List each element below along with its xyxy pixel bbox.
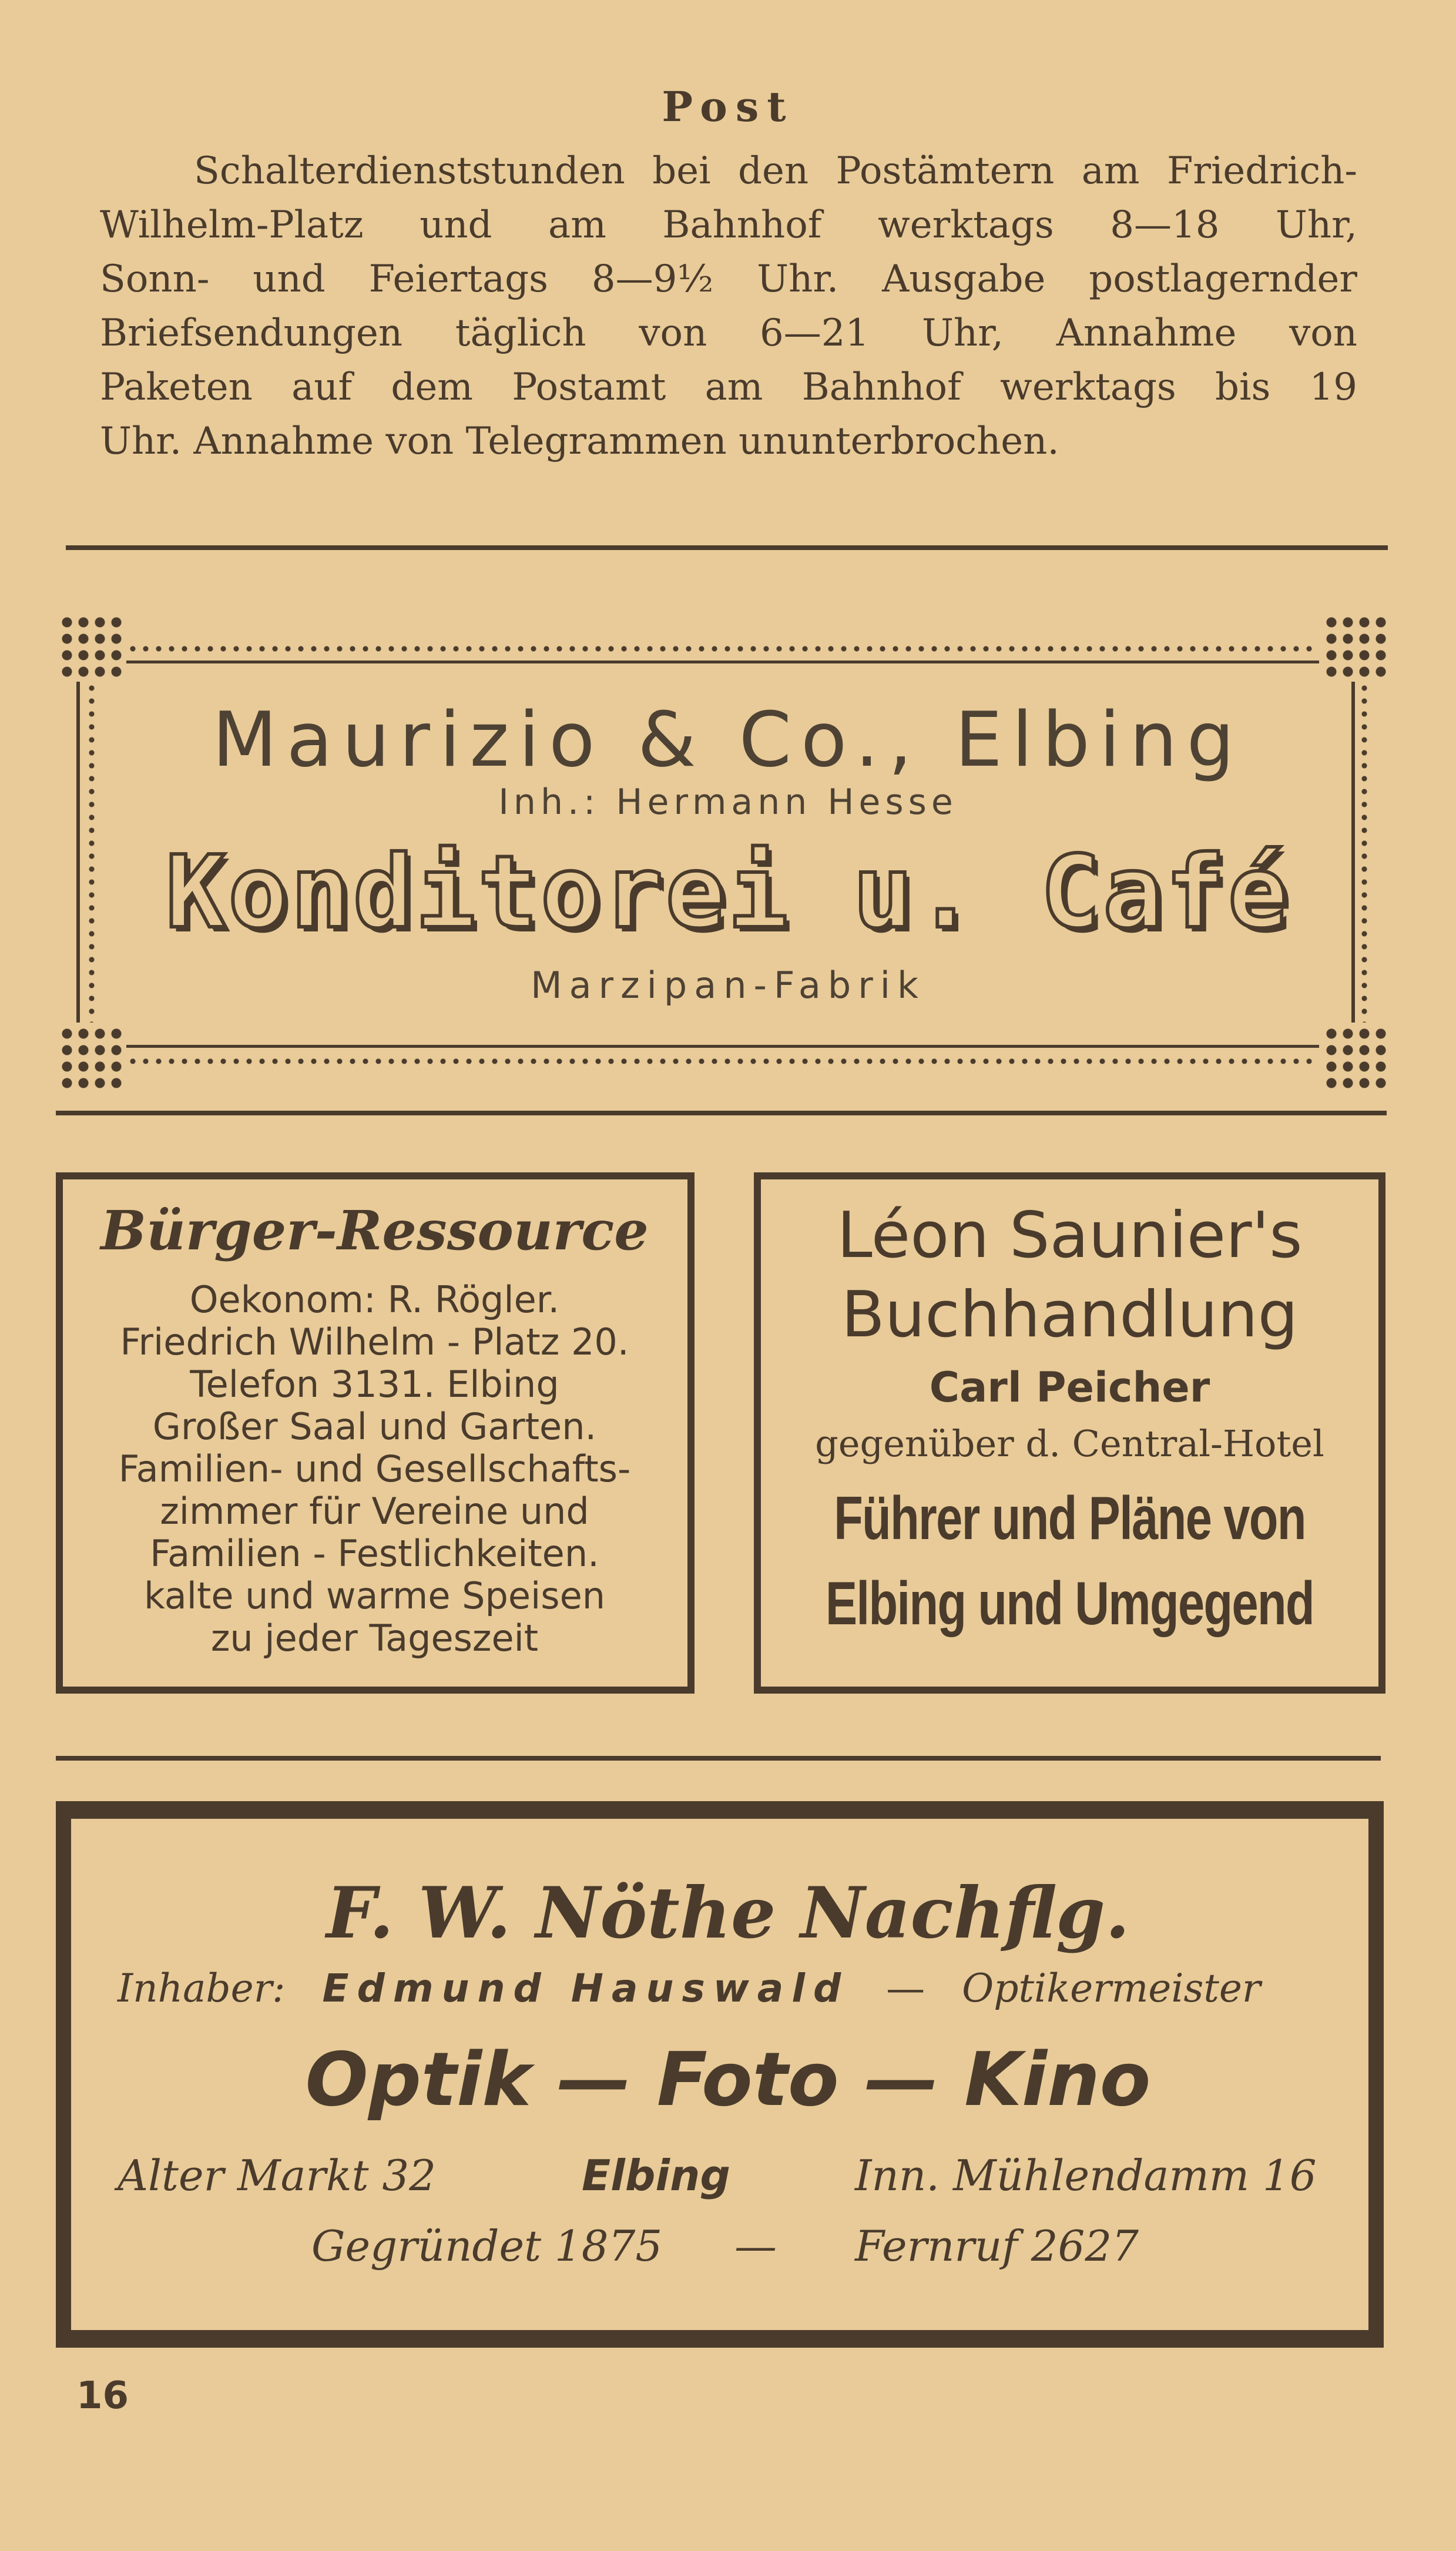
divider-rule xyxy=(56,1111,1387,1115)
ornament-border xyxy=(126,1058,1319,1065)
box-border xyxy=(56,1801,1384,1819)
buerger-line: Friedrich Wilhelm - Platz 20. xyxy=(120,1320,629,1363)
noethe-address-1: Alter Markt 32 xyxy=(118,2151,437,2200)
noethe-services: Optik — Foto — Kino xyxy=(305,2036,1151,2123)
divider-rule xyxy=(56,1756,1381,1761)
ornament-corner xyxy=(1323,1025,1388,1090)
buerger-line: kalte und warme Speisen xyxy=(143,1574,606,1617)
noethe-owner-title: Optikermeister xyxy=(962,1966,1261,2011)
ornament-corner xyxy=(59,1025,123,1090)
noethe-founded: Gegründet 1875 xyxy=(311,2221,663,2271)
ornament-corner xyxy=(1323,614,1388,679)
leon-title: Léon Saunier's xyxy=(837,1199,1303,1272)
box-border xyxy=(754,1687,1385,1694)
leon-slogan-2: Elbing und Umgegend xyxy=(825,1570,1314,1638)
noethe-owner-line xyxy=(118,1966,1260,2011)
buerger-line: Familien- und Gesellschafts- xyxy=(118,1447,631,1490)
post-line-3: Sonn- und Feiertags 8—9½ Uhr. Ausgabe postlagernder xyxy=(100,257,1357,301)
noethe-owner-prefix: Inhaber: xyxy=(118,1966,286,2011)
ad-buerger-ressource xyxy=(56,1172,693,1692)
buerger-line: Telefon 3131. Elbing xyxy=(190,1363,559,1406)
ornament-border xyxy=(126,661,1319,663)
noethe-owner-dash: — xyxy=(886,1966,925,2011)
maurizio-subtitle: Marzipan-Fabrik xyxy=(531,964,925,1007)
noethe-dash: — xyxy=(734,2221,777,2271)
box-border xyxy=(754,1172,1385,1179)
ad-leon-saunier xyxy=(754,1172,1385,1692)
leon-owner: Carl Peicher xyxy=(929,1363,1210,1412)
leon-title-2: Buchhandlung xyxy=(841,1278,1299,1352)
post-line-1: Schalterdienststunden bei den Postämtern am Friedrich- xyxy=(194,149,1357,193)
noethe-phone: Fernruf 2627 xyxy=(855,2221,1139,2271)
post-line-4: Briefsendungen täglich von 6—21 Uhr, Annahme von xyxy=(100,311,1357,355)
buerger-line: Oekonom: R. Rögler. xyxy=(189,1278,560,1321)
ornament-corner xyxy=(59,614,123,679)
maurizio-title: Maurizio & Co., Elbing xyxy=(212,696,1244,784)
post-line-6: Uhr. Annahme von Telegrammen ununterbrochen. xyxy=(100,420,1059,463)
maurizio-business: Konditorei u. Café xyxy=(165,834,1291,951)
box-border xyxy=(56,1172,693,1179)
noethe-city: Elbing xyxy=(582,2151,730,2200)
divider-rule xyxy=(66,545,1388,550)
buerger-line: Großer Saal und Garten. xyxy=(152,1405,597,1448)
box-border xyxy=(56,2330,1384,2348)
ornament-border xyxy=(126,645,1319,652)
maurizio-owner: Inh.: Hermann Hesse xyxy=(498,782,958,823)
ornament-border xyxy=(126,1045,1319,1048)
buerger-line: Familien - Festlichkeiten. xyxy=(150,1532,599,1575)
buerger-title: Bürger-Ressource xyxy=(100,1199,649,1262)
post-line-5: Paketen auf dem Postamt am Bahnhof werktags bis 19 xyxy=(100,366,1357,409)
buerger-line: zimmer für Vereine und xyxy=(160,1490,589,1533)
page-number: 16 xyxy=(76,2374,129,2418)
post-heading: Post xyxy=(662,82,794,131)
noethe-address-2: Inn. Mühlendamm 16 xyxy=(855,2151,1317,2200)
leon-slogan: Führer und Pläne von xyxy=(834,1484,1306,1553)
buerger-line: zu jeder Tageszeit xyxy=(210,1617,539,1660)
leon-location: gegenüber d. Central-Hotel xyxy=(815,1422,1324,1465)
box-border xyxy=(56,1687,693,1694)
post-line-2: Wilhelm-Platz und am Bahnhof werktags 8—18 Uhr, xyxy=(100,203,1357,247)
noethe-owner-name: Edmund Hauswald xyxy=(322,1966,850,2011)
noethe-title: F. W. Nöthe Nachflg. xyxy=(326,1872,1130,1955)
